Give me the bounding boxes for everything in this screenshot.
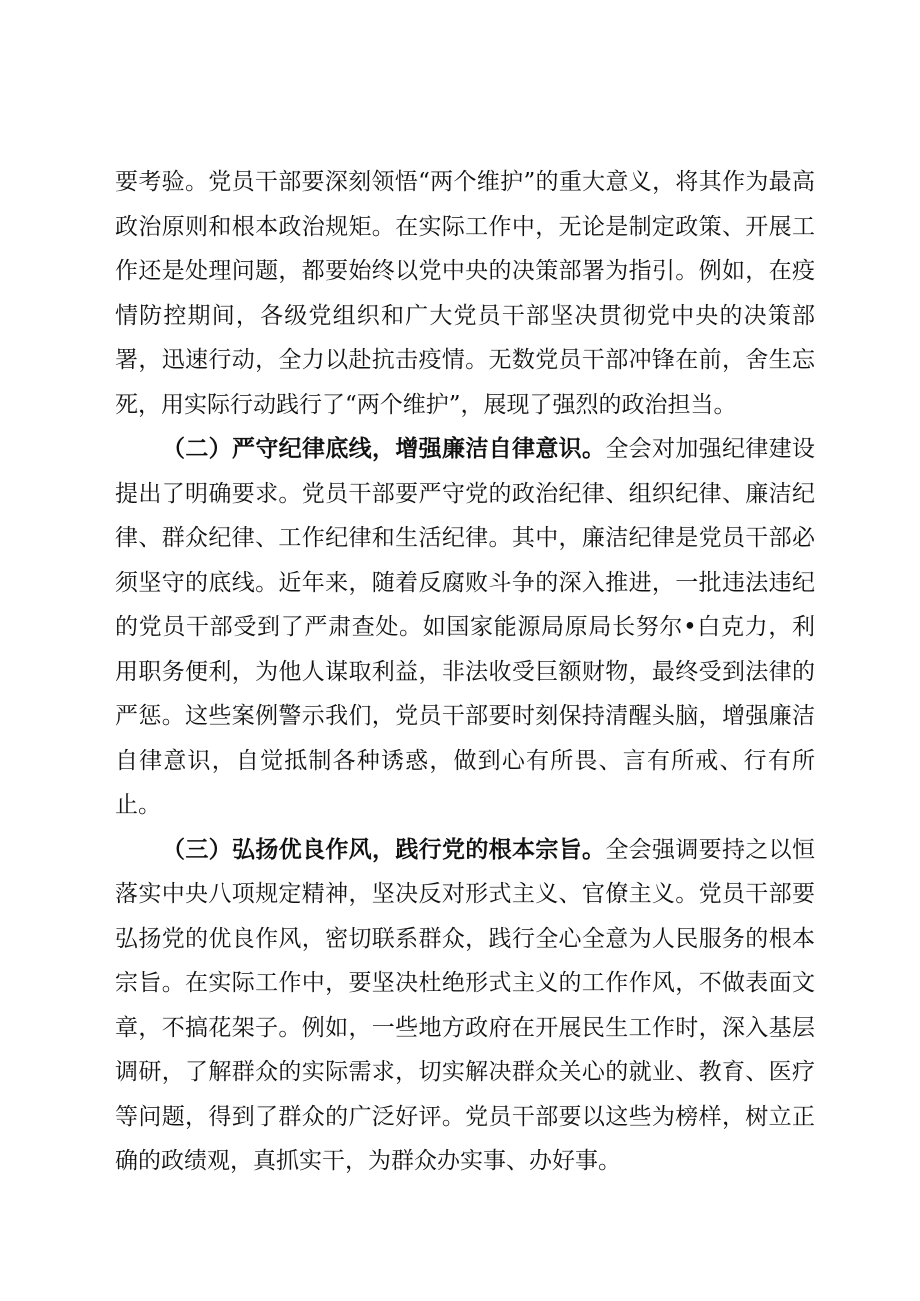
paragraph-1: 要考验。党员干部要深刻领悟“两个维护”的重大意义，将其作为最高政治原则和根本政治规矩。在实际工作中，无论是制定政策、开展工作还是处理问题，都要始终以党中央的决策部署为指引。例如，在疫情防控期间，各级党组织和广大党员干部坚决贯彻党中央的决策部署，迅速行动，全力以赴抗击疫情。无数党员干部冲锋在前，舍生忘死，用实际行动践行了“两个维护”，展现了强烈的政治担当。 <box>115 169 815 418</box>
document-body <box>115 160 815 1184</box>
section-3-heading: （三）弘扬优良作风，践行党的根本宗旨。 <box>162 836 606 863</box>
section-3-body: 全会强调要持之以恒落实中央八项规定精神，坚决反对形式主义、官僚主义。党员干部要弘扬党的优良作风，密切联系群众，践行全心全意为人民服务的根本宗旨。在实际工作中，要坚决杜绝形式主义的工作作风，不做表面文章，不搞花架子。例如，一些地方政府在开展民生工作时，深入基层调研，了解群众的实际需求，切实解决群众关心的就业、教育、医疗等问题，得到了群众的广泛好评。党员干部要以这些为榜样，树立正确的政绩观，真抓实干，为群众办实事、办好事。 <box>115 836 816 1174</box>
section-2-body: 全会对加强纪律建设提出了明确要求。党员干部要严守党的政治纪律、组织纪律、廉洁纪律、群众纪律、工作纪律和生活纪律。其中，廉洁纪律是党员干部必须坚守的底线。近年来，随着反腐败斗争的深入推进，一批违法违纪的党员干部受到了严肃查处。如国家能源局原局长努尔•白克力，利用职务便利，为他人谋取利益，非法收受巨额财物，最终受到法律的严惩。这些案例警示我们，党员干部要时刻保持清醒头脑，增强廉洁自律意识，自觉抵制各种诱惑，做到心有所畏、言有所戒、行有所止。 <box>115 436 816 818</box>
section-2-heading: （二）严守纪律底线，增强廉洁自律意识。 <box>162 436 606 462</box>
paragraph-section-2 <box>115 427 815 828</box>
paragraph-section-3 <box>115 828 815 1184</box>
